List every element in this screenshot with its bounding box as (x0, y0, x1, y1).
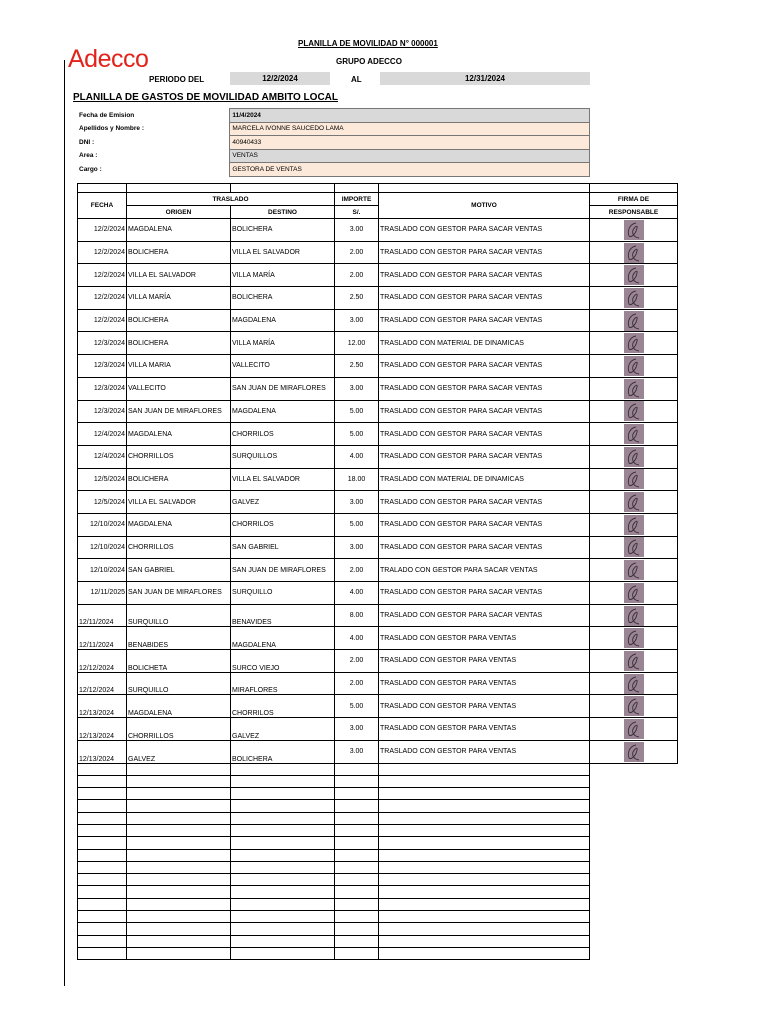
table-row (78, 559, 678, 582)
row-destino: SAN GABRIEL (231, 536, 335, 559)
row-importe: 5.00 (335, 695, 379, 718)
table-row (78, 332, 678, 355)
empty-row (78, 849, 678, 861)
area-value: VENTAS (230, 149, 590, 163)
row-importe: 3.00 (335, 219, 379, 242)
signature-icon (624, 265, 644, 285)
row-importe: 2.00 (335, 559, 379, 582)
row-motivo: TRALADO CON GESTOR PARA SACAR VENTAS (379, 559, 590, 582)
row-destino: CHORRILOS (231, 695, 335, 718)
row-origen: VILLA EL SALVADOR (127, 491, 231, 514)
table-row (78, 309, 678, 332)
empty-row (78, 812, 678, 824)
signature-icon (624, 537, 644, 557)
row-importe: 4.00 (335, 445, 379, 468)
empty-row (78, 898, 678, 910)
row-importe: 3.00 (335, 377, 379, 400)
row-destino: MIRAFLORES (231, 672, 335, 695)
row-motivo: TRASLADO CON GESTOR PARA SACAR VENTAS (379, 604, 590, 627)
row-motivo: TRASLADO CON GESTOR PARA VENTAS (379, 650, 590, 673)
header-fecha: FECHA (78, 193, 127, 219)
row-importe: 3.00 (335, 740, 379, 763)
header-origen: ORIGEN (127, 206, 231, 219)
row-destino: SURQUILLOS (231, 445, 335, 468)
row-fecha: 12/13/2024 (78, 740, 127, 763)
empty-row (78, 763, 678, 775)
signature-icon (624, 356, 644, 376)
row-destino: SAN JUAN DE MIRAFLORES (231, 559, 335, 582)
empty-row (78, 935, 678, 947)
row-origen: BOLICHERA (127, 309, 231, 332)
row-motivo: TRASLADO CON GESTOR PARA VENTAS (379, 695, 590, 718)
period-from: 12/2/2024 (230, 72, 330, 85)
row-fecha: 12/3/2024 (78, 377, 127, 400)
row-origen: BOLICHERA (127, 241, 231, 264)
signature-icon (624, 628, 644, 648)
subtitle: PLANILLA DE GASTOS DE MOVILIDAD AMBITO LOCAL (73, 92, 338, 103)
header-destino: DESTINO (231, 206, 335, 219)
row-origen: SAN JUAN DE MIRAFLORES (127, 582, 231, 605)
row-fecha: 12/11/2025 (78, 582, 127, 605)
row-destino: CHORRILOS (231, 423, 335, 446)
row-fecha: 12/11/2024 (78, 604, 127, 627)
row-importe: 2.50 (335, 355, 379, 378)
signature-icon (624, 606, 644, 626)
row-importe: 5.00 (335, 400, 379, 423)
signature-icon (624, 447, 644, 467)
row-motivo: TRASLADO CON GESTOR PARA VENTAS (379, 672, 590, 695)
row-origen: BOLICHERA (127, 332, 231, 355)
employee-info (77, 108, 590, 177)
row-importe: 3.00 (335, 718, 379, 741)
document-title: PLANILLA DE MOVILIDAD N° 000001 (298, 39, 438, 48)
signature-icon (624, 220, 644, 240)
row-importe: 4.00 (335, 582, 379, 605)
row-origen: VILLA EL SALVADOR (127, 264, 231, 287)
row-origen: VILLA MARÍA (127, 287, 231, 310)
row-motivo: TRASLADO CON GESTOR PARA SACAR VENTAS (379, 287, 590, 310)
row-fecha: 12/10/2024 (78, 513, 127, 536)
row-importe: 2.00 (335, 650, 379, 673)
row-importe: 18.00 (335, 468, 379, 491)
left-margin-line (64, 60, 65, 986)
row-origen: BOLICHETA (127, 650, 231, 673)
area-label: Area : (79, 152, 98, 160)
row-fecha: 12/4/2024 (78, 423, 127, 446)
row-destino: VALLECITO (231, 355, 335, 378)
row-destino: VILLA EL SALVADOR (231, 468, 335, 491)
row-importe: 5.00 (335, 423, 379, 446)
mobility-table (77, 183, 678, 960)
row-importe: 2.50 (335, 287, 379, 310)
table-row (78, 604, 678, 627)
row-fecha: 12/13/2024 (78, 718, 127, 741)
row-origen: CHORRILLOS (127, 445, 231, 468)
row-importe: 3.00 (335, 536, 379, 559)
row-motivo: TRASLADO CON GESTOR PARA SACAR VENTAS (379, 513, 590, 536)
empty-row (78, 824, 678, 836)
empty-row (78, 861, 678, 873)
row-fecha: 12/3/2024 (78, 332, 127, 355)
row-fecha: 12/2/2024 (78, 241, 127, 264)
row-fecha: 12/4/2024 (78, 445, 127, 468)
fecha-label: Fecha de Emision (79, 111, 135, 119)
row-origen: GALVEZ (127, 740, 231, 763)
empty-row (78, 911, 678, 923)
table-row (78, 740, 678, 763)
row-fecha: 12/10/2024 (78, 536, 127, 559)
row-destino: BOLICHERA (231, 219, 335, 242)
nombre-value: MARCELA IVONNE SAUCEDO LAMA (230, 122, 590, 136)
cargo-label: Cargo : (79, 165, 102, 173)
empty-row (78, 874, 678, 886)
header-motivo: MOTIVO (379, 193, 590, 219)
row-destino: VILLA MARÍA (231, 264, 335, 287)
signature-icon (624, 674, 644, 694)
row-destino: MAGDALENA (231, 309, 335, 332)
row-fecha: 12/13/2024 (78, 695, 127, 718)
row-fecha: 12/2/2024 (78, 219, 127, 242)
signature-icon (624, 515, 644, 535)
signature-icon (624, 243, 644, 263)
signature-icon (624, 401, 644, 421)
table-row (78, 241, 678, 264)
row-importe: 2.00 (335, 264, 379, 287)
signature-icon (624, 583, 644, 603)
row-destino: BOLICHERA (231, 287, 335, 310)
table-row (78, 468, 678, 491)
row-origen: MAGDALENA (127, 423, 231, 446)
row-destino: CHORRILOS (231, 513, 335, 536)
row-origen: CHORRILLOS (127, 718, 231, 741)
signature-icon (624, 311, 644, 331)
signature-icon (624, 560, 644, 580)
period-to-label: AL (351, 75, 362, 84)
empty-row (78, 800, 678, 812)
row-importe: 3.00 (335, 309, 379, 332)
row-fecha: 12/2/2024 (78, 309, 127, 332)
row-fecha: 12/5/2024 (78, 491, 127, 514)
row-motivo: TRASLADO CON GESTOR PARA SACAR VENTAS (379, 377, 590, 400)
row-destino: GALVEZ (231, 718, 335, 741)
row-motivo: TRASLADO CON GESTOR PARA SACAR VENTAS (379, 582, 590, 605)
row-motivo: TRASLADO CON GESTOR PARA SACAR VENTAS (379, 355, 590, 378)
empty-row (78, 947, 678, 959)
row-fecha: 12/10/2024 (78, 559, 127, 582)
row-origen: MAGDALENA (127, 695, 231, 718)
row-destino: SURCO VIEJO (231, 650, 335, 673)
row-origen: VALLECITO (127, 377, 231, 400)
row-destino: BENAVIDES (231, 604, 335, 627)
row-origen: MAGDALENA (127, 513, 231, 536)
row-fecha: 12/3/2024 (78, 400, 127, 423)
fecha-value: 11/4/2024 (230, 109, 590, 123)
row-origen: SAN GABRIEL (127, 559, 231, 582)
period-label: PERIODO DEL (149, 75, 205, 84)
row-destino: SURQUILLO (231, 582, 335, 605)
signature-icon (624, 424, 644, 444)
row-fecha: 12/2/2024 (78, 264, 127, 287)
empty-row (78, 788, 678, 800)
row-fecha: 12/2/2024 (78, 287, 127, 310)
table-row (78, 445, 678, 468)
nombre-label: Apellidos y Nombre : (79, 125, 145, 133)
row-destino: VILLA EL SALVADOR (231, 241, 335, 264)
header-firma: FIRMA DE (590, 193, 678, 206)
row-fecha: 12/11/2024 (78, 627, 127, 650)
row-importe: 3.00 (335, 491, 379, 514)
table-row (78, 627, 678, 650)
row-origen: SURQUILLO (127, 604, 231, 627)
row-origen: CHORRILLOS (127, 536, 231, 559)
row-importe: 2.00 (335, 672, 379, 695)
row-fecha: 12/12/2024 (78, 672, 127, 695)
header-soles: S/. (335, 206, 379, 219)
signature-icon (624, 288, 644, 308)
signature-icon (624, 651, 644, 671)
signature-icon (624, 696, 644, 716)
row-motivo: TRASLADO CON GESTOR PARA SACAR VENTAS (379, 309, 590, 332)
row-motivo: TRASLADO CON GESTOR PARA VENTAS (379, 627, 590, 650)
row-motivo: TRASLADO CON MATERIAL DE DINAMICAS (379, 468, 590, 491)
table-row (78, 264, 678, 287)
empty-row (78, 775, 678, 787)
row-importe: 4.00 (335, 627, 379, 650)
table-row (78, 355, 678, 378)
table-row (78, 695, 678, 718)
table-row (78, 377, 678, 400)
row-destino: MAGDALENA (231, 400, 335, 423)
table-row (78, 582, 678, 605)
row-importe: 8.00 (335, 604, 379, 627)
dni-label: DNI : (79, 138, 95, 146)
row-fecha: 12/5/2024 (78, 468, 127, 491)
signature-icon (624, 742, 644, 762)
table-row (78, 672, 678, 695)
row-origen: VILLA MARIA (127, 355, 231, 378)
row-destino: VILLA MARÍA (231, 332, 335, 355)
table-row (78, 718, 678, 741)
header-importe: IMPORTE (335, 193, 379, 206)
signature-icon (624, 333, 644, 353)
period-to: 12/31/2024 (380, 72, 590, 85)
table-row (78, 513, 678, 536)
dni-value: 40940433 (230, 136, 590, 150)
empty-row (78, 923, 678, 935)
row-motivo: TRASLADO CON GESTOR PARA SACAR VENTAS (379, 445, 590, 468)
empty-row (78, 837, 678, 849)
row-motivo: TRASLADO CON MATERIAL DE DINAMICAS (379, 332, 590, 355)
table-row (78, 536, 678, 559)
empty-row (78, 886, 678, 898)
row-destino: SAN JUAN DE MIRAFLORES (231, 377, 335, 400)
row-origen: BENABIDES (127, 627, 231, 650)
table-row (78, 219, 678, 242)
table-row (78, 491, 678, 514)
row-motivo: TRASLADO CON GESTOR PARA SACAR VENTAS (379, 400, 590, 423)
row-motivo: TRASLADO CON GESTOR PARA SACAR VENTAS (379, 491, 590, 514)
signature-icon (624, 492, 644, 512)
table-row (78, 287, 678, 310)
row-motivo: TRASLADO CON GESTOR PARA SACAR VENTAS (379, 219, 590, 242)
row-importe: 5.00 (335, 513, 379, 536)
row-motivo: TRASLADO CON GESTOR PARA SACAR VENTAS (379, 423, 590, 446)
row-destino: GALVEZ (231, 491, 335, 514)
row-origen: SAN JUAN DE MIRAFLORES (127, 400, 231, 423)
signature-icon (624, 719, 644, 739)
cargo-value: GESTORA DE VENTAS (230, 163, 590, 177)
row-origen: MAGDALENA (127, 219, 231, 242)
header-responsable: RESPONSABLE (590, 206, 678, 219)
row-motivo: TRASLADO CON GESTOR PARA VENTAS (379, 718, 590, 741)
row-origen: BOLICHERA (127, 468, 231, 491)
row-importe: 12.00 (335, 332, 379, 355)
table-row (78, 400, 678, 423)
row-fecha: 12/3/2024 (78, 355, 127, 378)
row-destino: BOLICHERA (231, 740, 335, 763)
table-row (78, 650, 678, 673)
row-origen: SURQUILLO (127, 672, 231, 695)
row-motivo: TRASLADO CON GESTOR PARA VENTAS (379, 740, 590, 763)
signature-icon (624, 379, 644, 399)
signature-icon (624, 469, 644, 489)
table-row (78, 423, 678, 446)
row-fecha: 12/12/2024 (78, 650, 127, 673)
group-name: GRUPO ADECCO (336, 57, 402, 66)
row-motivo: TRASLADO CON GESTOR PARA SACAR VENTAS (379, 264, 590, 287)
row-importe: 2.00 (335, 241, 379, 264)
row-motivo: TRASLADO CON GESTOR PARA SACAR VENTAS (379, 536, 590, 559)
row-motivo: TRASLADO CON GESTOR PARA SACAR VENTAS (379, 241, 590, 264)
header-traslado: TRASLADO (127, 193, 335, 206)
adecco-logo: Adecco (68, 45, 149, 73)
row-destino: MAGDALENA (231, 627, 335, 650)
